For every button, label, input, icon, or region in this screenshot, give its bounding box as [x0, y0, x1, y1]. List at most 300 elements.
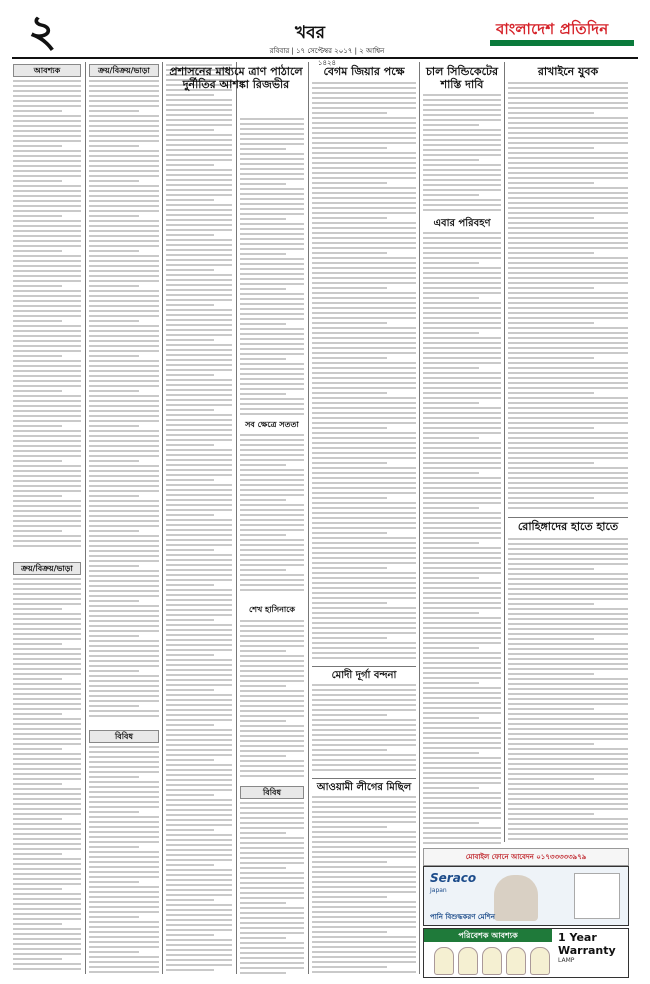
text-line [89, 500, 159, 502]
text-line [312, 242, 416, 244]
text-line [13, 500, 81, 502]
text-line [13, 858, 81, 860]
section-title: খবর [295, 23, 325, 43]
text-line [312, 382, 416, 384]
text-line [13, 798, 81, 800]
text-line [89, 385, 159, 387]
text-line [13, 908, 81, 910]
text-line [13, 588, 81, 590]
text-line [423, 697, 501, 699]
text-line [13, 325, 81, 327]
text-line [166, 959, 232, 961]
text-line [423, 382, 501, 384]
text-line [13, 395, 81, 397]
text-line [240, 323, 286, 325]
text-line [240, 128, 304, 130]
text-line [240, 318, 304, 320]
text-line [13, 828, 81, 830]
text-line [423, 762, 501, 764]
text-line [312, 442, 416, 444]
text-line [423, 687, 501, 689]
text-line [423, 732, 501, 734]
text-line [13, 485, 81, 487]
dateline: রবিবার | ১৭ সেপ্টেম্বর ২০১৭ | ২ আশ্বিন ১৪২৪ [269, 47, 385, 67]
text-line [89, 926, 159, 928]
text-line [89, 700, 159, 702]
text-line [312, 886, 416, 888]
text-line [89, 580, 159, 582]
text-line [423, 552, 501, 554]
text-line [423, 302, 501, 304]
article-body [508, 538, 628, 842]
text-line [312, 207, 416, 209]
text-line [13, 938, 81, 940]
text-line [166, 494, 232, 496]
text-line [508, 563, 628, 565]
text-line [312, 836, 416, 838]
text-line [423, 139, 501, 141]
text-line [166, 359, 232, 361]
article-body [423, 94, 501, 214]
text-line [13, 380, 81, 382]
text-line [240, 383, 304, 385]
text-line [240, 494, 304, 496]
text-line [166, 914, 232, 916]
text-line [312, 901, 416, 903]
text-line [423, 517, 501, 519]
text-line [312, 417, 416, 419]
text-line [89, 165, 159, 167]
text-line [423, 802, 501, 804]
text-line [240, 218, 286, 220]
classified-col1-mid-title: ক্রয়/বিক্রয়/ভাড়া [13, 562, 81, 575]
text-line [312, 699, 416, 701]
text-line [423, 562, 501, 564]
text-line [240, 942, 304, 944]
text-line [312, 881, 416, 883]
text-line [312, 652, 416, 654]
text-line [13, 968, 81, 970]
text-line [423, 792, 501, 794]
text-line [166, 644, 232, 646]
text-line [312, 684, 416, 686]
text-line [312, 769, 416, 771]
text-line [423, 194, 479, 196]
text-line [166, 834, 232, 836]
text-line [508, 427, 594, 429]
text-line [508, 332, 628, 334]
warranty-text: 1 Year Warranty [558, 931, 616, 957]
text-line [423, 347, 501, 349]
text-line [312, 951, 416, 953]
text-line [508, 162, 628, 164]
text-line [240, 635, 304, 637]
text-line [89, 746, 159, 748]
text-line [240, 655, 304, 657]
text-line [166, 369, 232, 371]
text-line [240, 827, 304, 829]
text-line [312, 502, 416, 504]
text-line [166, 139, 232, 141]
text-line [240, 559, 304, 561]
text-line [13, 110, 62, 112]
text-line [166, 214, 232, 216]
text-line [89, 961, 159, 963]
text-line [423, 412, 501, 414]
text-line [13, 698, 81, 700]
text-line [89, 205, 159, 207]
text-line [13, 315, 81, 317]
text-line [240, 479, 304, 481]
text-line [312, 801, 416, 803]
text-line [240, 569, 286, 571]
text-line [312, 911, 416, 913]
text-line [89, 475, 159, 477]
text-line [312, 362, 416, 364]
text-line [423, 737, 501, 739]
text-line [166, 594, 232, 596]
text-line [13, 783, 62, 785]
text-line [312, 956, 416, 958]
text-line [166, 554, 232, 556]
text-line [89, 901, 159, 903]
text-line [240, 882, 304, 884]
text-line [166, 904, 232, 906]
text-line [240, 213, 304, 215]
text-line [423, 362, 501, 364]
text-line [240, 650, 286, 652]
text-line [13, 90, 81, 92]
text-line [312, 122, 416, 124]
article-divider [508, 517, 628, 518]
seraco-machine-photo [574, 873, 620, 919]
text-line [423, 812, 501, 814]
text-line [89, 135, 159, 137]
text-line [13, 105, 81, 107]
text-line [13, 240, 81, 242]
text-line [423, 462, 501, 464]
text-line [166, 584, 214, 586]
text-line [312, 92, 416, 94]
text-line [89, 675, 159, 677]
text-line [13, 703, 81, 705]
article-body [423, 232, 501, 844]
text-line [508, 387, 628, 389]
text-line [166, 684, 232, 686]
text-line [166, 909, 232, 911]
text-line [166, 629, 232, 631]
text-line [508, 648, 628, 650]
article-body [312, 796, 416, 974]
text-line [240, 695, 304, 697]
text-line [508, 728, 628, 730]
text-line [423, 164, 501, 166]
text-line [89, 881, 139, 883]
text-line [89, 505, 159, 507]
text-line [423, 124, 479, 126]
text-line [166, 954, 232, 956]
article-headline: মোদী দূর্গা বন্দনা [331, 670, 397, 681]
text-line [423, 94, 501, 96]
text-line [166, 264, 232, 266]
text-line [240, 459, 304, 461]
text-line [508, 673, 594, 675]
text-line [13, 400, 81, 402]
text-line [312, 587, 416, 589]
text-line [423, 247, 501, 249]
text-line [312, 197, 416, 199]
text-line [508, 447, 628, 449]
article-headline: এবার পরিবহণ [433, 218, 491, 229]
text-line [13, 883, 81, 885]
text-line [423, 757, 501, 759]
text-line [508, 312, 628, 314]
text-line [423, 352, 501, 354]
text-line [13, 345, 81, 347]
text-line [312, 337, 416, 339]
text-line [166, 969, 214, 971]
text-line [423, 602, 501, 604]
text-line [508, 663, 628, 665]
text-line [508, 558, 628, 560]
text-line [240, 148, 286, 150]
text-line [166, 539, 232, 541]
text-line [13, 235, 81, 237]
text-line [423, 342, 501, 344]
text-line [13, 673, 81, 675]
text-line [13, 195, 81, 197]
text-line [13, 638, 81, 640]
text-line [508, 202, 628, 204]
text-line [508, 212, 628, 214]
text-line [240, 223, 304, 225]
text-line [89, 290, 159, 292]
text-line [166, 349, 232, 351]
text-line [13, 545, 81, 547]
text-line [240, 509, 304, 511]
text-line [13, 155, 81, 157]
text-line [166, 884, 232, 886]
text-line [13, 385, 81, 387]
text-line [508, 578, 628, 580]
text-line [312, 831, 416, 833]
text-line [423, 267, 501, 269]
text-line [240, 403, 304, 405]
text-line [312, 734, 416, 736]
text-line [166, 634, 232, 636]
text-line [89, 791, 159, 793]
text-line [508, 402, 628, 404]
text-line [423, 507, 479, 509]
text-line [13, 285, 62, 287]
text-line [240, 158, 304, 160]
text-line [312, 966, 387, 968]
text-line [240, 700, 304, 702]
text-line [240, 464, 286, 466]
text-line [89, 640, 159, 642]
text-line [423, 312, 501, 314]
text-line [13, 593, 81, 595]
text-line [89, 495, 139, 497]
text-line [166, 104, 232, 106]
text-line [423, 262, 479, 264]
text-line [423, 204, 501, 206]
text-line [423, 452, 501, 454]
text-line [166, 894, 232, 896]
text-line [89, 971, 159, 973]
text-line [89, 255, 159, 257]
text-line [312, 312, 416, 314]
text-line [312, 941, 416, 943]
text-line [240, 238, 304, 240]
text-line [89, 856, 159, 858]
text-line [423, 129, 501, 131]
text-line [423, 179, 501, 181]
text-line [240, 233, 304, 235]
text-line [13, 450, 81, 452]
text-line [89, 585, 159, 587]
text-line [240, 927, 304, 929]
text-line [508, 467, 628, 469]
text-line [240, 725, 304, 727]
text-line [312, 527, 416, 529]
seraco-model-photo [494, 875, 538, 921]
classified-col2-listing [89, 80, 159, 720]
text-line [312, 112, 387, 114]
text-line [166, 259, 232, 261]
text-line [423, 154, 501, 156]
text-line [166, 784, 232, 786]
text-line [166, 249, 232, 251]
text-line [13, 808, 81, 810]
text-line [13, 410, 81, 412]
text-line [312, 142, 416, 144]
text-line [508, 753, 628, 755]
text-line [508, 287, 594, 289]
article-headline: সব ক্ষেত্রে সততা [245, 419, 299, 429]
text-line [312, 192, 416, 194]
text-line [240, 529, 304, 531]
text-line [240, 832, 286, 834]
text-line [89, 150, 159, 152]
text-line [423, 397, 501, 399]
lamp-heading: পরিবেশক আবশ্যক [424, 929, 552, 942]
text-line [13, 420, 81, 422]
text-line [13, 668, 81, 670]
text-line [89, 120, 159, 122]
text-line [508, 172, 628, 174]
text-line [312, 866, 416, 868]
text-line [508, 307, 628, 309]
text-line [13, 120, 81, 122]
text-line [13, 130, 81, 132]
text-line [13, 728, 81, 730]
text-line [166, 559, 232, 561]
text-line [89, 916, 139, 918]
text-line [423, 272, 501, 274]
text-line [89, 125, 159, 127]
text-line [13, 603, 81, 605]
text-line [166, 604, 232, 606]
text-line [312, 764, 416, 766]
text-line [89, 310, 159, 312]
text-line [508, 708, 594, 710]
text-line [423, 717, 479, 719]
text-line [13, 225, 81, 227]
text-line [312, 462, 387, 464]
text-line [423, 134, 501, 136]
text-line [312, 307, 416, 309]
text-line [240, 962, 304, 964]
text-line [312, 856, 416, 858]
text-line [166, 394, 232, 396]
text-line [13, 663, 81, 665]
text-line [13, 708, 81, 710]
text-line [508, 833, 628, 835]
article-headline: চাল সিন্ডিকেটের শাস্তি দাবি [425, 65, 499, 91]
text-line [240, 812, 304, 814]
text-line [508, 658, 628, 660]
text-line [508, 477, 628, 479]
text-line [508, 127, 628, 129]
text-line [508, 507, 628, 509]
text-line [89, 265, 159, 267]
text-line [13, 535, 81, 537]
text-line [89, 95, 159, 97]
text-line [166, 449, 232, 451]
text-line [423, 827, 501, 829]
text-line [240, 807, 304, 809]
text-line [508, 352, 628, 354]
text-line [508, 683, 628, 685]
text-line [89, 160, 159, 162]
text-line [89, 801, 159, 803]
article-headline: শেখ হাসিনাকে [248, 604, 296, 614]
text-line [312, 821, 416, 823]
text-line [312, 477, 416, 479]
text-line [166, 859, 232, 861]
text-line [13, 215, 62, 217]
text-line [166, 419, 232, 421]
text-line [312, 222, 416, 224]
text-line [240, 887, 304, 889]
text-line [13, 180, 62, 182]
text-line [240, 143, 304, 145]
text-line [312, 117, 416, 119]
text-line [508, 808, 628, 810]
text-line [89, 565, 139, 567]
text-line [13, 788, 81, 790]
text-line [508, 593, 628, 595]
text-line [312, 547, 416, 549]
text-line [423, 617, 501, 619]
text-line [13, 923, 62, 925]
text-line [312, 107, 416, 109]
text-line [423, 422, 501, 424]
text-line [508, 568, 594, 570]
text-line [508, 653, 628, 655]
advert-text: মোবাইল ফোনে আবেদন ০১৭৩৩৩৩৩৯৭৯ [465, 853, 587, 861]
text-line [89, 460, 139, 462]
text-line [13, 613, 81, 615]
text-line [89, 550, 159, 552]
text-line [240, 720, 286, 722]
text-line [508, 818, 628, 820]
text-line [13, 480, 81, 482]
article-body [312, 82, 416, 662]
lamp-advert [423, 928, 629, 978]
text-line [13, 608, 62, 610]
